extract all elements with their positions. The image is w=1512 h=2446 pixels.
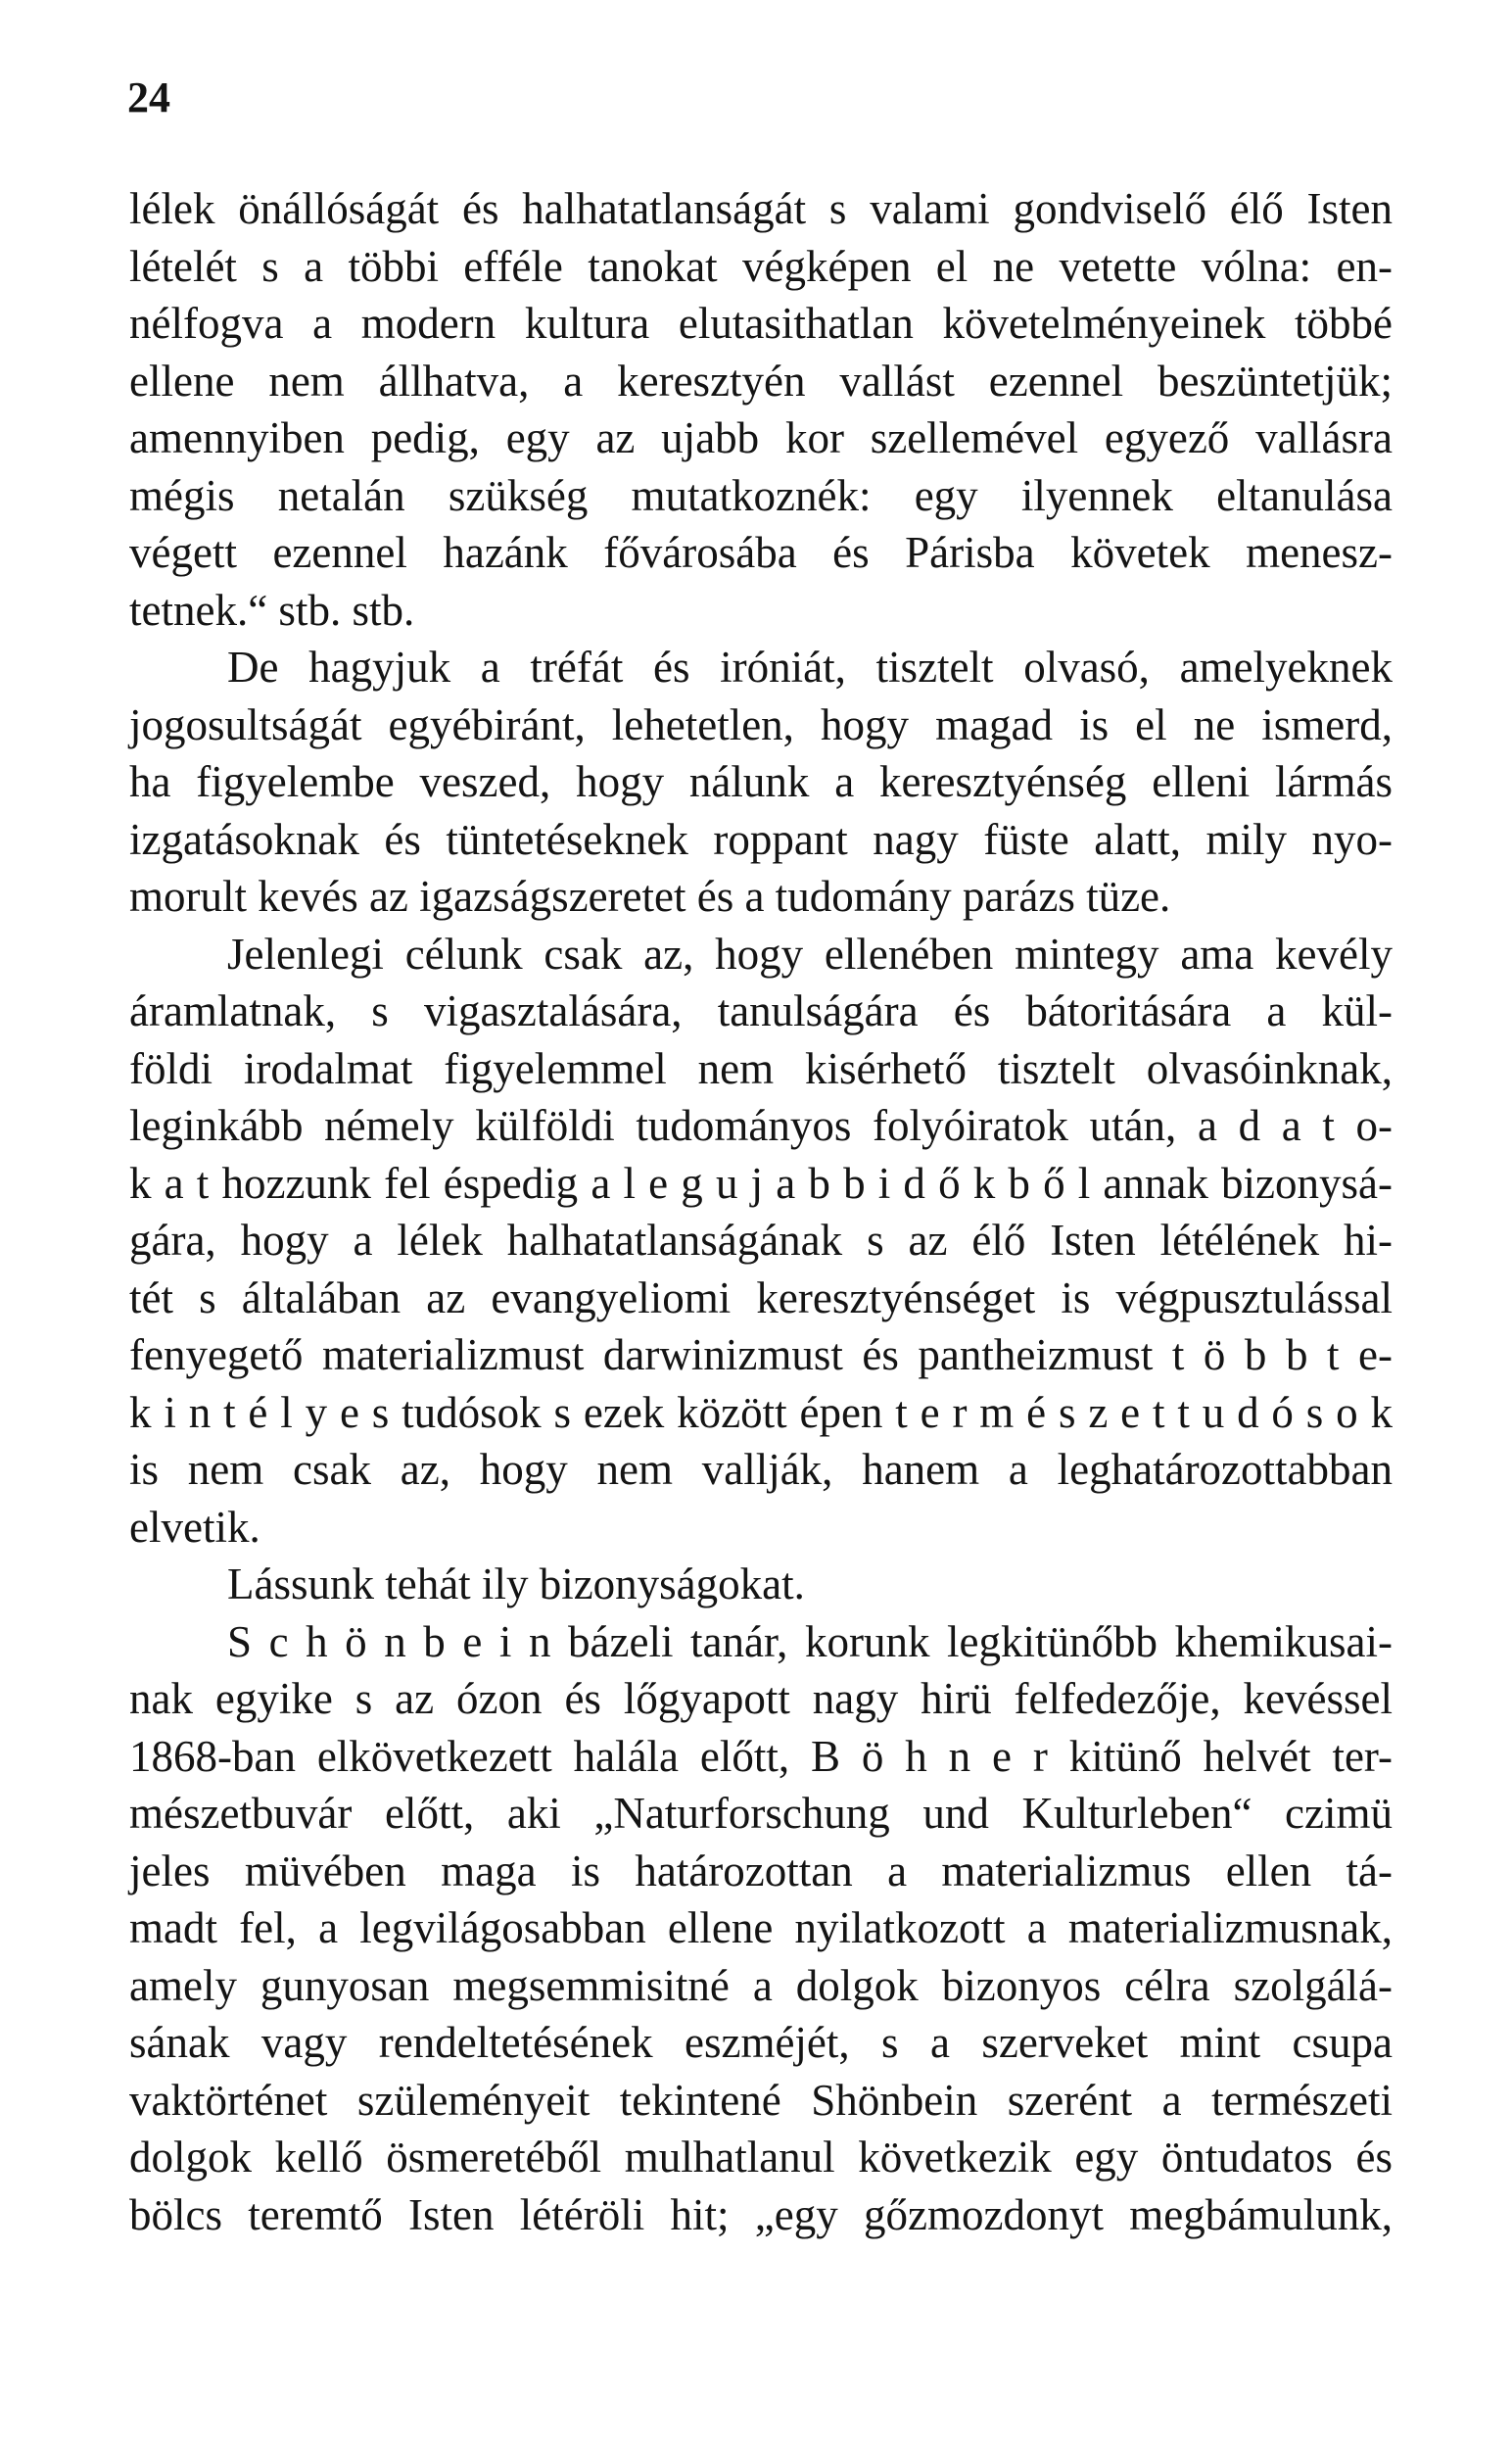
text-line: tetnek.“ stb. stb. (129, 585, 415, 635)
text-line: is nem csak az, hogy nem vallják, hanem a leghatározottabban (129, 1445, 1393, 1494)
text-line: 1868-ban elkövetkezett halála előtt, B ö h n e r kitünő helvét ter- (129, 1731, 1393, 1781)
text-line: elvetik. (129, 1502, 260, 1552)
text-line: amely gunyosan megsemmisitné a dolgok bizonyos célra szolgálá- (129, 1960, 1393, 2010)
body-text (129, 180, 1393, 2243)
text-line: áramlatnak, s vigasztalására, tanulságára és bátoritására a kül- (129, 986, 1393, 1035)
text-line: nélfogva a modern kultura elutasithatlan követelményeinek többé (129, 299, 1393, 348)
text-line: S c h ö n b e i n bázeli tanár, korunk legkitünőbb khemikusai- (227, 1616, 1393, 1666)
text-line: lételét s a többi efféle tanokat végképen el ne vetette vólna: en- (129, 241, 1393, 291)
text-line: k a t hozzunk fel éspedig a l e g u j a b b i d ő k b ő l annak bizonysá- (129, 1158, 1393, 1208)
text-line: Lássunk tehát ily bizonyságokat. (227, 1559, 805, 1608)
text-line: Jelenlegi célunk csak az, hogy ellenében mintegy ama kevély (227, 929, 1393, 979)
page-number: 24 (127, 73, 170, 121)
text-line: gára, hogy a lélek halhatatlanságának s az élő Isten létélének hi- (129, 1216, 1393, 1265)
text-line: morult kevés az igazságszeretet és a tudomány parázs tüze. (129, 872, 1171, 921)
text-line: leginkább némely külföldi tudományos folyóiratok után, a d a t o- (129, 1101, 1393, 1150)
text-line: dolgok kellő ösmeretéből mulhatlanul következik egy öntudatos és (129, 2133, 1393, 2182)
text-line: ha figyelembe veszed, hogy nálunk a keresztyénség elleni lármás (129, 757, 1393, 806)
text-line: amennyiben pedig, egy az ujabb kor szellemével egyező vallásra (129, 413, 1393, 462)
text-line: jogosultságát egyébiránt, lehetetlen, hogy magad is el ne ismerd, (129, 699, 1393, 749)
text-line: bölcs teremtő Isten létéröli hit; „egy gőzmozdonyt megbámulunk, (129, 2189, 1393, 2239)
text-line: földi irodalmat figyelemmel nem kisérhető tisztelt olvasóinknak, (129, 1043, 1393, 1093)
text-line: mészetbuvár előtt, aki „Naturforschung und Kulturleben“ czimü (129, 1789, 1393, 1838)
text-line: k i n t é l y e s tudósok s ezek között épen t e r m é s z e t t u d ó s o k (129, 1387, 1393, 1437)
text-line: nak egyike s az ózon és lőgyapott nagy hirü felfedezője, kevéssel (129, 1674, 1393, 1723)
text-line: vaktörténet szüleményeit tekintené Shönbein szerént a természeti (129, 2075, 1393, 2125)
text-line: sának vagy rendeltetésének eszméjét, s a szerveket mint csupa (129, 2018, 1393, 2067)
text-line: tét s általában az evangyeliomi keresztyénséget is végpusztulással (129, 1272, 1393, 1322)
text-line: izgatásoknak és tüntetéseknek roppant nagy füste alatt, mily nyo- (129, 814, 1393, 864)
text-line: mégis netalán szükség mutatkoznék: egy ilyennek eltanulása (129, 470, 1393, 520)
text-line: ellene nem állhatva, a keresztyén vallást ezennel beszüntetjük; (129, 356, 1393, 406)
text-line: lélek önállóságát és halhatatlanságát s valami gondviselő élő Isten (129, 184, 1393, 233)
text-line: madt fel, a legvilágosabban ellene nyilatkozott a materializmusnak, (129, 1903, 1393, 1952)
text-line: fenyegető materializmust darwinizmust és pantheizmust t ö b b t e- (129, 1330, 1393, 1379)
text-line: végett ezennel hazánk fővárosába és Párisba követek menesz- (129, 528, 1393, 577)
text-line: jeles müvében maga is határozottan a materializmus ellen tá- (129, 1846, 1393, 1895)
text-line: De hagyjuk a tréfát és iróniát, tisztelt olvasó, amelyeknek (227, 643, 1393, 692)
